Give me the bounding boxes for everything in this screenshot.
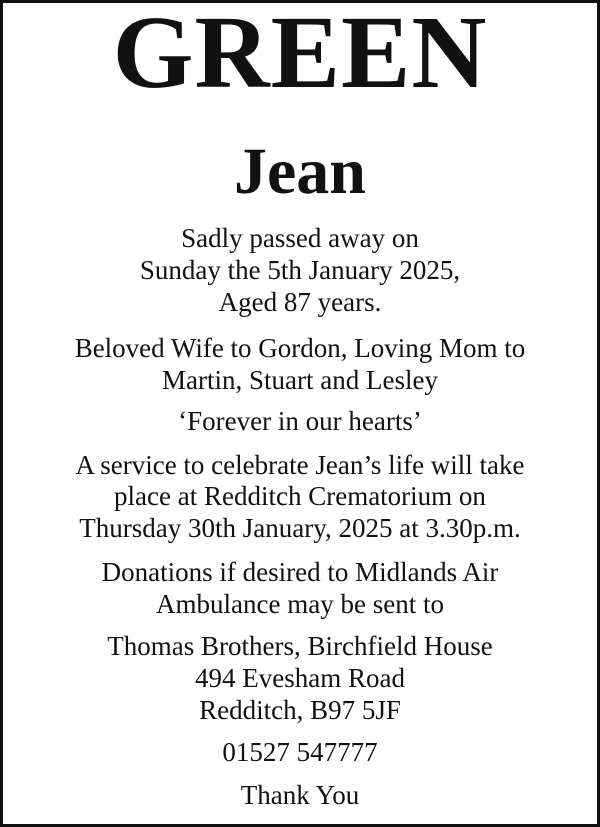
donations-line-1: Donations if desired to Midlands Air	[101, 557, 499, 587]
donations-line-2: Ambulance may be sent to	[156, 589, 444, 619]
address-line-2: 494 Evesham Road	[195, 663, 405, 693]
service-line-3: Thursday 30th January, 2025 at 3.30p.m.	[79, 513, 521, 543]
service-line-2: place at Redditch Crematorium on	[114, 481, 486, 511]
address-line-3: Redditch, B97 5JF	[199, 695, 401, 725]
passing-line-1: Sadly passed away on	[181, 223, 419, 253]
surname-heading: GREEN	[112, 0, 488, 110]
family-line-2: Martin, Stuart and Lesley	[162, 365, 438, 395]
closing-text: Thank You	[240, 780, 360, 810]
service-line-1: A service to celebrate Jean’s life will take	[75, 450, 525, 480]
verse: ‘Forever in our hearts’	[178, 406, 422, 436]
passing-line-3: Aged 87 years.	[218, 287, 382, 317]
phone-number: 01527 547777	[222, 737, 378, 767]
address-line-1: Thomas Brothers, Birchfield House	[107, 631, 493, 661]
forename-heading: Jean	[234, 135, 366, 208]
passing-line-2: Sunday the 5th January 2025,	[139, 255, 461, 285]
family-line-1: Beloved Wife to Gordon, Loving Mom to	[74, 333, 526, 363]
